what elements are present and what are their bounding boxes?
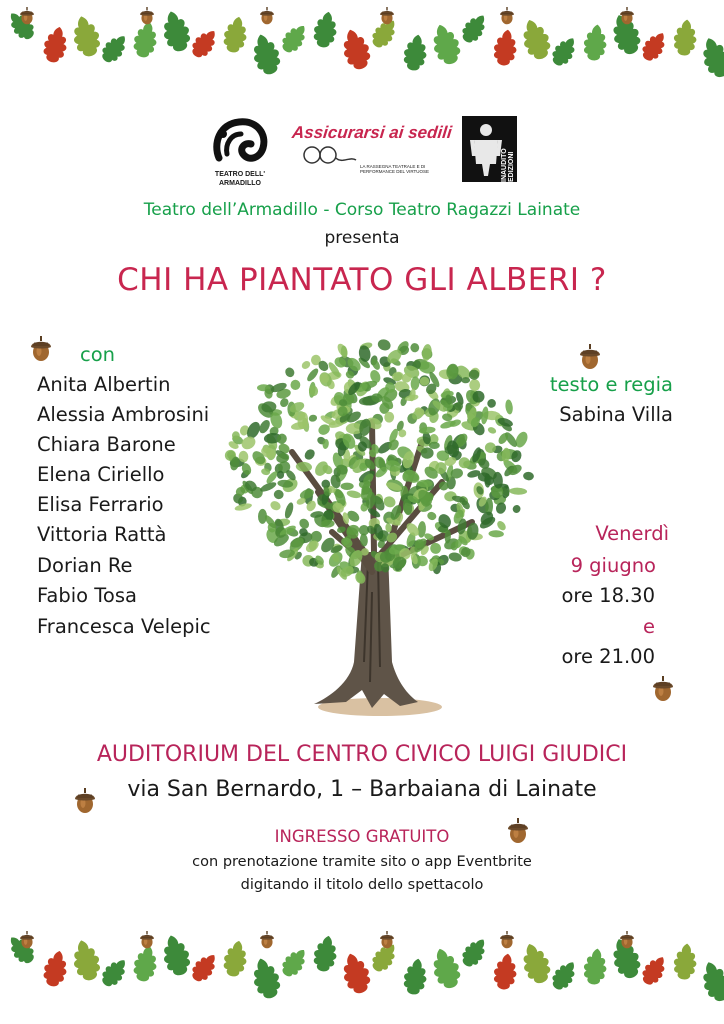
venue-address: via San Bernardo, 1 – Barbaiana di Lainate bbox=[127, 777, 597, 802]
oak-leaf-icon bbox=[455, 10, 492, 51]
oak-leaf-icon bbox=[69, 13, 105, 65]
oak-leaf-icon bbox=[635, 952, 671, 993]
oak-leaf-icon bbox=[184, 949, 222, 990]
oak-leaf-icon bbox=[94, 954, 132, 995]
cast-member: Elisa Ferrario bbox=[37, 493, 164, 516]
oak-leaf-icon bbox=[491, 28, 519, 73]
oak-leaf-icon bbox=[672, 942, 699, 986]
assicurarsi-logo-text: Assicurarsi ai sedili bbox=[291, 123, 453, 142]
acorn-icon bbox=[140, 931, 154, 948]
acorn-icon bbox=[140, 7, 154, 24]
oak-leaf-icon bbox=[130, 944, 161, 990]
oak-leaf-icon bbox=[310, 10, 339, 55]
oak-leaf-icon bbox=[635, 28, 671, 69]
inaudito-logo-text: INAUDITO EDIZIONI bbox=[501, 148, 515, 182]
oak-leaf-icon bbox=[697, 34, 724, 88]
acorn-icon bbox=[260, 7, 274, 24]
entry-line-2: digitando il titolo dello spettacolo bbox=[240, 877, 484, 893]
oak-leaf-icon bbox=[517, 16, 557, 69]
oak-leaf-icon bbox=[39, 949, 70, 995]
entry-line-1: con prenotazione tramite sito o app Eventbrite bbox=[192, 854, 532, 870]
oak-leaf-icon bbox=[491, 952, 519, 997]
oak-leaf-icon bbox=[184, 25, 222, 66]
show-day: Venerdì bbox=[595, 522, 669, 545]
oak-leaf-icon bbox=[69, 937, 105, 989]
presents-line: presenta bbox=[324, 228, 400, 248]
acorn-icon bbox=[505, 817, 531, 845]
masks-icon bbox=[298, 144, 358, 166]
cast-member: Vittoria Rattà bbox=[37, 523, 167, 546]
oak-leaf-icon bbox=[427, 21, 466, 74]
director-name: Sabina Villa bbox=[559, 403, 673, 426]
oak-leaf-icon bbox=[94, 30, 132, 71]
leaf-border-bottom bbox=[0, 922, 724, 1022]
oak-leaf-icon bbox=[545, 33, 582, 74]
armadillo-logo-text: TEATRO DELL' ARMADILLO bbox=[214, 171, 266, 187]
cast-member: Fabio Tosa bbox=[37, 584, 137, 607]
inaudito-logo bbox=[462, 116, 517, 182]
oak-leaf-icon bbox=[39, 25, 70, 71]
cast-member: Francesca Velepic bbox=[37, 615, 211, 638]
cast-member: Dorian Re bbox=[37, 554, 133, 577]
oak-leaf-icon bbox=[517, 940, 557, 993]
show-title: CHI HA PIANTATO GLI ALBERI ? bbox=[117, 262, 607, 298]
acorn-icon bbox=[650, 675, 676, 703]
acorn-icon bbox=[500, 931, 514, 948]
direction-label: testo e regia bbox=[549, 373, 673, 396]
figure-icon bbox=[466, 120, 506, 178]
cast-member: Chiara Barone bbox=[37, 433, 176, 456]
oak-leaf-icon bbox=[427, 945, 466, 998]
oak-leaf-icon bbox=[274, 20, 312, 61]
oak-leaf-icon bbox=[672, 18, 699, 62]
cast-label: con bbox=[80, 343, 116, 366]
oak-leaf-icon bbox=[158, 8, 195, 61]
time-joiner: e bbox=[643, 615, 655, 638]
oak-leaf-icon bbox=[581, 23, 608, 67]
cast-member: Alessia Ambrosini bbox=[37, 403, 210, 426]
oak-leaf-icon bbox=[545, 957, 582, 998]
assicurarsi-tagline: LA RASSEGNA TEATRALE E DI PERFORMANCE DEL VIRTUOSE bbox=[360, 164, 430, 174]
cast-member: Elena Ciriello bbox=[37, 463, 165, 486]
entry-label: INGRESSO GRATUITO bbox=[274, 827, 450, 846]
show-time-first: ore 18.30 bbox=[561, 584, 655, 607]
show-time-second: ore 21.00 bbox=[561, 645, 655, 668]
oak-leaf-icon bbox=[697, 958, 724, 1012]
show-date: 9 giugno bbox=[570, 554, 656, 577]
oak-leaf-icon bbox=[310, 934, 339, 979]
oak-leaf-icon bbox=[220, 15, 250, 61]
acorn-icon bbox=[577, 343, 603, 371]
oak-leaf-icon bbox=[274, 944, 312, 985]
acorn-icon bbox=[500, 7, 514, 24]
oak-leaf-icon bbox=[220, 939, 250, 985]
acorn-icon bbox=[260, 931, 274, 948]
acorn-icon bbox=[28, 335, 54, 363]
oak-leaf-icon bbox=[248, 31, 286, 84]
oak-leaf-icon bbox=[401, 33, 430, 78]
armadillo-icon bbox=[205, 114, 275, 166]
venue-name: AUDITORIUM DEL CENTRO CIVICO LUIGI GIUDICI bbox=[96, 742, 628, 767]
assicurarsi-logo bbox=[291, 123, 453, 184]
oak-leaf-icon bbox=[581, 947, 608, 991]
oak-leaf-icon bbox=[338, 950, 376, 1003]
organizer-line: Teatro dell’Armadillo - Corso Teatro Ragazzi Lainate bbox=[143, 200, 581, 220]
oak-leaf-icon bbox=[248, 955, 286, 1008]
oak-leaf-icon bbox=[338, 26, 376, 79]
oak-leaf-icon bbox=[158, 932, 195, 985]
armadillo-logo bbox=[205, 114, 275, 189]
oak-leaf-icon bbox=[455, 934, 492, 975]
oak-leaf-icon bbox=[130, 20, 161, 66]
leaf-border-top bbox=[0, 0, 724, 100]
cast-member: Anita Albertin bbox=[37, 373, 171, 396]
tree-illustration bbox=[222, 332, 540, 722]
oak-leaf-icon bbox=[401, 957, 430, 1002]
